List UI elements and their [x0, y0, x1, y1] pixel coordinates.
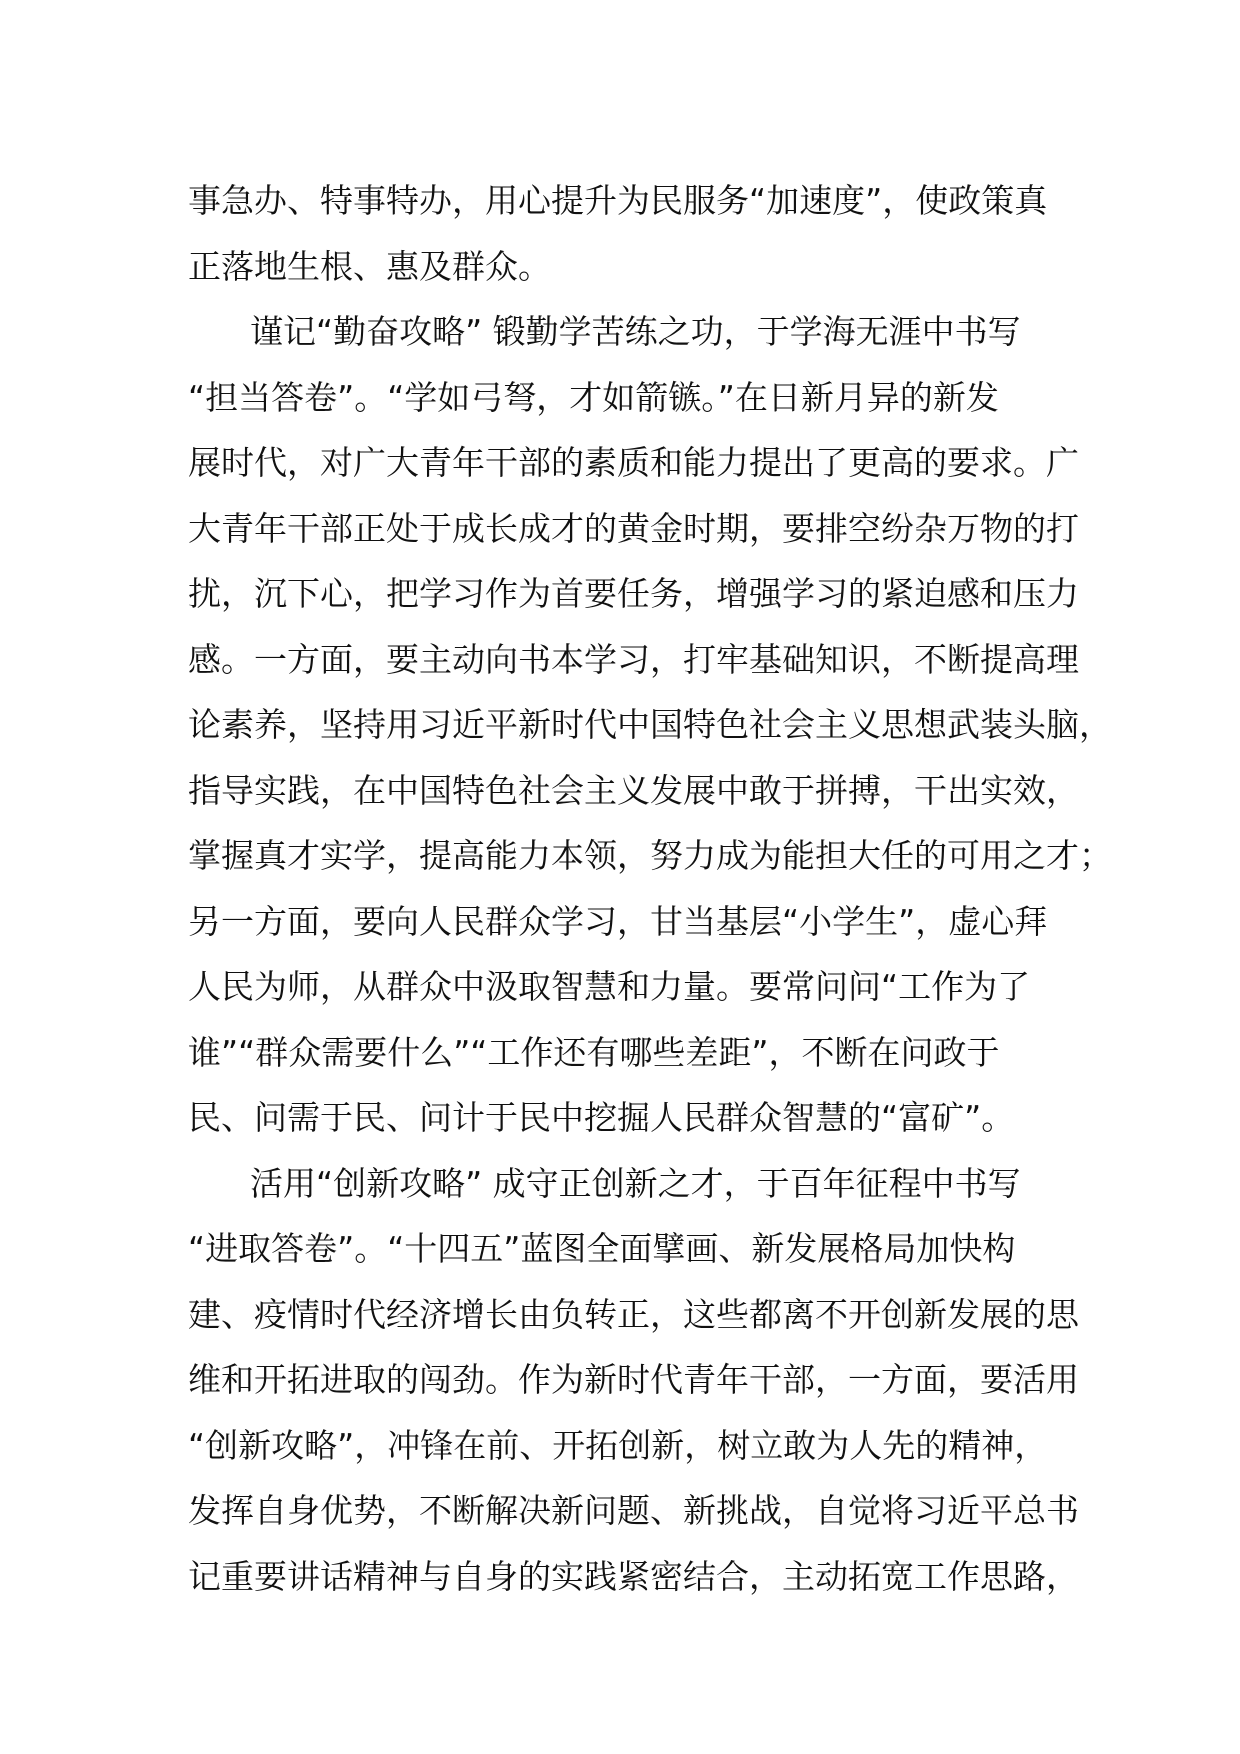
text-line: 谁”“群众需要什么”“工作还有哪些差距”，不断在问政于 [188, 1032, 1000, 1072]
paragraph-2 [188, 299, 1112, 1151]
text-line: 发挥自身优势，不断解决新问题、新挑战，自觉将习近平总书 [188, 1491, 1079, 1530]
text-line: “担当答卷”。“学如弓弩，才如箭镞。”在日新月异的新发 [188, 377, 999, 417]
text-line: 正落地生根、惠及群众。 [188, 246, 551, 286]
paragraph-3 [188, 1151, 1088, 1610]
text-line: 扰，沉下心，把学习作为首要任务，增强学习的紧迫感和压力 [188, 574, 1079, 613]
text-line: 指导实践，在中国特色社会主义发展中敢于拼搏，干出实效， [188, 770, 1079, 810]
text-line: “进取答卷”。“十四五”蓝图全面擘画、新发展格局加快构 [188, 1229, 1016, 1268]
text-line: 大青年干部正处于成长成才的黄金时期，要排空纷杂万物的打 [188, 508, 1079, 548]
paragraph-1 [188, 168, 1088, 299]
text-line: 建、疫情时代经济增长由负转正，这些都离不开创新发展的思 [188, 1294, 1079, 1334]
text-line: 感。一方面，要主动向书本学习，打牢基础知识，不断提高理 [188, 639, 1079, 679]
text-line: 事急办、特事特办，用心提升为民服务“加速度”，使政策真 [188, 181, 1048, 220]
text-line: 论素养，坚持用习近平新时代中国特色社会主义思想武装头脑， [188, 705, 1112, 744]
text-line: 记重要讲话精神与自身的实践紧密结合，主动拓宽工作思路， [188, 1556, 1079, 1596]
text-line: 民、问需于民、问计于民中挖掘人民群众智慧的“富矿”。 [188, 1098, 1015, 1137]
text-line: 谨记“勤奋攻略” 锻勤学苦练之功，于学海无涯中书写 [250, 312, 1021, 351]
text-line: 展时代，对广大青年干部的素质和能力提出了更高的要求。广 [188, 443, 1079, 482]
text-line: 人民为师，从群众中汲取智慧和力量。要常问问“工作为了 [188, 967, 1031, 1006]
text-line: 维和开拓进取的闯劲。作为新时代青年干部，一方面，要活用 [188, 1360, 1079, 1399]
text-line: 另一方面，要向人民群众学习，甘当基层“小学生”，虚心拜 [188, 901, 1048, 941]
text-line: 活用“创新攻略” 成守正创新之才，于百年征程中书写 [250, 1163, 1021, 1203]
text-line: 掌握真才实学，提高能力本领，努力成为能担大任的可用之才； [188, 836, 1112, 875]
text-line: “创新攻略”，冲锋在前、开拓创新，树立敢为人先的精神， [188, 1425, 1048, 1465]
document-body [188, 168, 1112, 1609]
